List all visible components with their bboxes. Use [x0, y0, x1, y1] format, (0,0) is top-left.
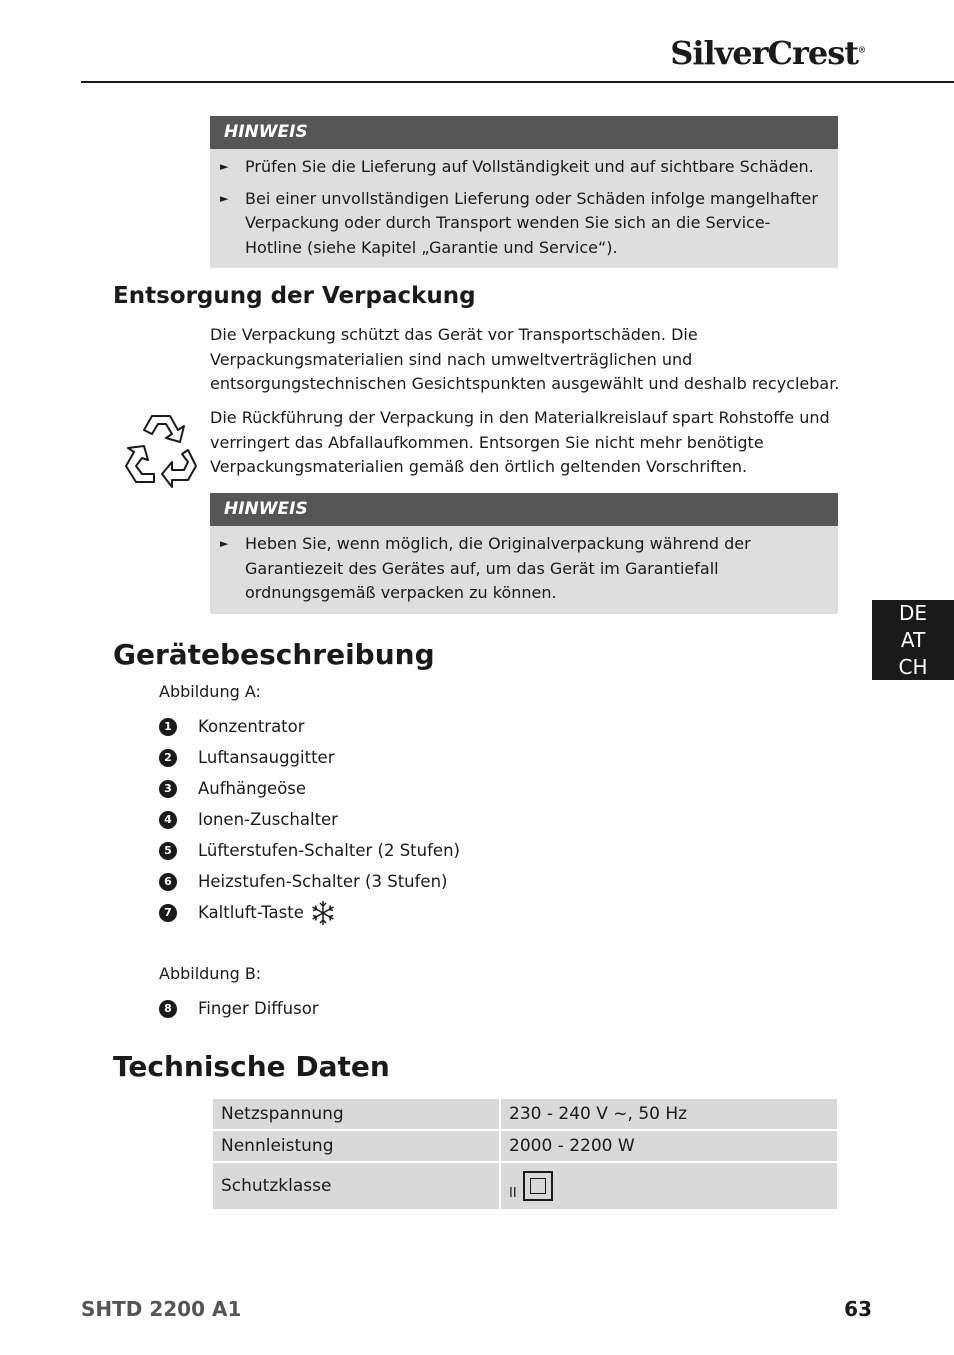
footer-model-number: SHTD 2200 A1 — [81, 1297, 242, 1321]
table-row: Netzspannung 230 - 240 V ~, 50 Hz — [212, 1098, 838, 1130]
recycle-icon — [122, 408, 202, 488]
table-row: Schutzklasse II — [212, 1162, 838, 1210]
note-item: ► Heben Sie, wenn möglich, die Originalverpackung während der Garantiezeit des Gerätes auf, um das Gerät im Garantiefall ordnungsgemäß verpacken zu können. — [220, 532, 820, 606]
note-item: ► Bei einer unvollständigen Lieferung oder Schäden infolge mangelhafter Verpackung oder durch Transport wenden Sie sich an die Service-Hotline (siehe Kapitel „Garantie und Service“). — [220, 187, 820, 261]
language-tab: DE AT CH — [872, 600, 954, 680]
header-rule — [81, 81, 954, 83]
section-heading-tech: Technische Daten — [113, 1050, 390, 1083]
page-number: 63 — [844, 1297, 872, 1321]
snowflake-icon — [310, 900, 336, 926]
list-item: 3 Aufhängeöse — [159, 773, 460, 804]
disposal-paragraph-2: Die Rückführung der Verpackung in den Materialkreislauf spart Rohstoffe und verringert das Abfallaufkommen. Entsorgen Sie nicht mehr benötigte Verpackungsmaterialien gemäß den örtlich geltenden Vorschriften. — [210, 408, 830, 476]
disposal-paragraph-1: Die Verpackung schützt das Gerät vor Transportschäden. Die Verpackungsmaterialien sind nach umweltverträglichen und entsorgungstechnischen Gesichtspunkten ausgewählt und deshalb recyclebar. — [210, 325, 840, 393]
list-item: 2 Luftansauggitter — [159, 742, 460, 773]
table-row: Nennleistung 2000 - 2200 W — [212, 1130, 838, 1162]
figure-a-label: Abbildung A: — [159, 682, 261, 701]
figure-a-parts-list — [159, 711, 460, 928]
brand-logo: SilverCrest® — [670, 34, 866, 72]
note-title: HINWEIS — [210, 116, 838, 149]
note-box-packaging — [210, 493, 838, 614]
bullet-arrow-icon: ► — [220, 160, 229, 173]
figure-b-parts-list — [159, 993, 319, 1024]
note-title: HINWEIS — [210, 493, 838, 526]
list-item: 8 Finger Diffusor — [159, 993, 319, 1024]
figure-b-label: Abbildung B: — [159, 964, 262, 983]
section-heading-disposal: Entsorgung der Verpackung — [113, 283, 476, 309]
note-box-delivery — [210, 116, 838, 268]
list-item: 7 Kaltluft-Taste — [159, 897, 460, 928]
bullet-arrow-icon: ► — [220, 537, 229, 550]
list-item: 5 Lüfterstufen-Schalter (2 Stufen) — [159, 835, 460, 866]
bullet-arrow-icon: ► — [220, 191, 229, 205]
section-heading-description: Gerätebeschreibung — [113, 638, 435, 671]
protection-class-ii-icon: II — [509, 1171, 553, 1201]
tech-data-table — [211, 1097, 839, 1211]
note-item: ► Prüfen Sie die Lieferung auf Vollständigkeit und auf sichtbare Schäden. — [220, 155, 820, 180]
list-item: 6 Heizstufen-Schalter (3 Stufen) — [159, 866, 460, 897]
list-item: 4 Ionen-Zuschalter — [159, 804, 460, 835]
list-item: 1 Konzentrator — [159, 711, 460, 742]
